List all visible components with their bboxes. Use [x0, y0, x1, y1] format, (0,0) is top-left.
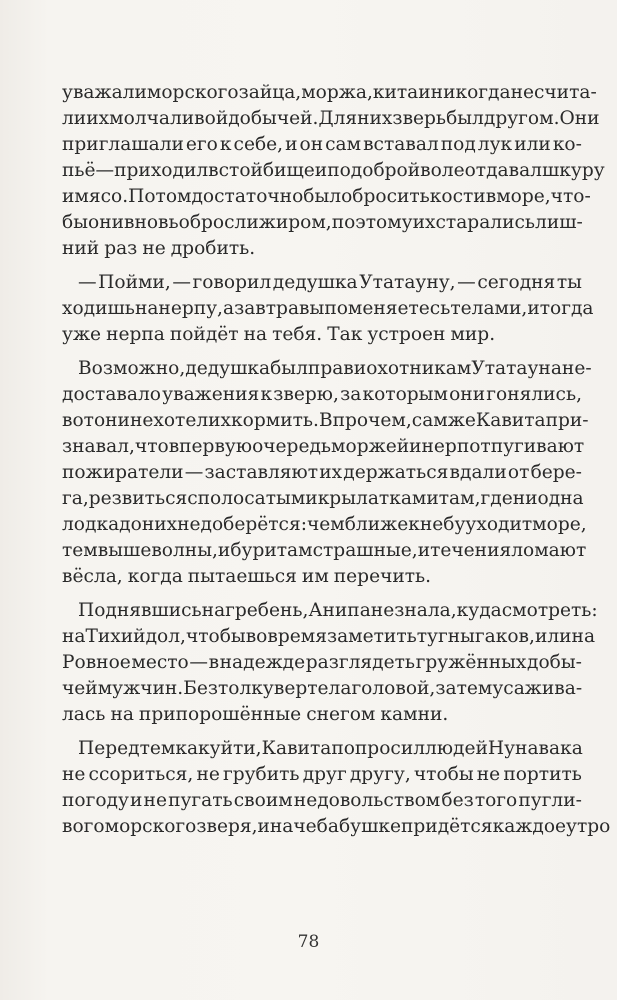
- word: вовремя: [245, 626, 327, 647]
- word: тем: [62, 540, 98, 561]
- word: лась: [62, 704, 106, 725]
- word: не-: [561, 358, 592, 379]
- text-line: [62, 486, 582, 512]
- text-line: [62, 788, 582, 814]
- word: Впрочем,: [318, 410, 412, 431]
- word: достаточно: [191, 186, 304, 207]
- word: Утатауну,: [359, 272, 456, 293]
- word: уходит: [465, 514, 533, 535]
- word: в: [168, 436, 180, 457]
- text-line: [62, 106, 600, 132]
- word: к: [408, 514, 420, 535]
- word: там: [276, 540, 313, 561]
- word: —: [78, 272, 97, 293]
- word: тем: [139, 738, 176, 759]
- word: зверя,: [196, 816, 258, 837]
- word: пытаешься: [187, 566, 297, 587]
- word: Тихий: [85, 626, 146, 647]
- word: нерп: [421, 436, 470, 457]
- word: ближе: [344, 514, 409, 535]
- word: мужчин.: [97, 678, 184, 699]
- word: хотел: [153, 410, 209, 431]
- word: ний: [62, 238, 100, 259]
- word: дедушка: [272, 272, 358, 293]
- word: к: [260, 384, 273, 405]
- word: себе,: [233, 134, 284, 155]
- word: одна: [537, 488, 584, 509]
- word: тебя.: [272, 324, 323, 345]
- word: дол,: [145, 626, 186, 647]
- word: пугать: [168, 790, 233, 811]
- word: как: [175, 738, 210, 759]
- word: в: [208, 160, 219, 181]
- page-text-body: [62, 80, 611, 840]
- word: бы: [62, 212, 88, 233]
- word: выше: [97, 540, 152, 561]
- word: —: [184, 462, 204, 483]
- word: на: [243, 324, 268, 345]
- word: прав: [307, 358, 354, 379]
- word: Перед: [78, 738, 140, 759]
- word: к: [219, 134, 232, 155]
- word: что-: [550, 186, 591, 207]
- word: море,: [532, 514, 587, 535]
- word: недовольством: [293, 790, 441, 811]
- word: вого: [62, 816, 105, 837]
- text-line: [62, 762, 582, 788]
- text-line: [62, 356, 592, 382]
- text-line: [62, 270, 582, 296]
- word: там,: [438, 488, 481, 509]
- word: кормить.: [231, 410, 319, 431]
- word: а: [222, 298, 235, 319]
- word: нерпа: [106, 324, 165, 345]
- word: знала,: [394, 600, 457, 621]
- word: приходил: [114, 160, 209, 181]
- text-line: [62, 210, 582, 236]
- word: моржей: [331, 436, 410, 457]
- word: их: [86, 108, 110, 129]
- word: доставало: [62, 384, 161, 405]
- word: чем: [306, 514, 345, 535]
- word: ни: [512, 488, 538, 509]
- word: пугли-: [518, 790, 582, 811]
- word: которым: [362, 384, 448, 405]
- word: был: [446, 108, 484, 129]
- word: жиром,: [258, 212, 332, 233]
- word: припорошённые: [138, 704, 302, 725]
- word: течения: [430, 540, 512, 561]
- word: сегодня: [477, 272, 556, 293]
- word: грубить: [222, 764, 300, 785]
- word: обросли: [178, 212, 259, 233]
- word: ко-: [552, 134, 582, 155]
- word: Потом: [128, 186, 192, 207]
- word: и: [130, 790, 143, 811]
- text-line: [62, 80, 597, 106]
- text-line: [62, 702, 582, 728]
- word: их: [319, 462, 343, 483]
- word: стойбище: [218, 160, 315, 181]
- word: где: [480, 488, 513, 509]
- word: бросить: [352, 186, 430, 207]
- word: резвиться: [88, 488, 188, 509]
- page-number: 78: [297, 932, 320, 952]
- word: он: [93, 410, 118, 431]
- word: или: [534, 626, 572, 647]
- word: зверь: [392, 108, 447, 129]
- word: говорил: [192, 272, 272, 293]
- text-line: [62, 538, 587, 564]
- word: не: [510, 82, 534, 103]
- word: дедушка: [185, 358, 271, 379]
- word: они: [449, 384, 486, 405]
- word: заметить: [326, 626, 417, 647]
- word: перечить.: [333, 566, 432, 587]
- word: Утатауна: [471, 358, 562, 379]
- word: куда: [456, 600, 502, 621]
- word: и: [62, 186, 75, 207]
- word: затем: [435, 678, 493, 699]
- word: на: [201, 600, 226, 621]
- word: ли: [62, 108, 87, 129]
- word: на: [62, 626, 86, 647]
- word: молчаливой: [109, 108, 229, 129]
- word: них: [141, 514, 178, 535]
- word: при-: [545, 410, 589, 431]
- word: каждое: [492, 816, 567, 837]
- text-line: [62, 158, 605, 184]
- word: вот: [62, 410, 94, 431]
- word: доберётся:: [200, 514, 307, 535]
- word: раз: [104, 238, 138, 259]
- word: добычей.: [228, 108, 319, 129]
- text-line: [62, 322, 582, 348]
- word: кита: [372, 82, 419, 103]
- word: мясо.: [74, 186, 129, 207]
- word: не: [62, 764, 86, 785]
- word: Кавита: [261, 738, 332, 759]
- text-line: [62, 512, 587, 538]
- word: не: [142, 238, 166, 259]
- word: уважали: [62, 82, 147, 103]
- word: первую: [179, 436, 253, 457]
- word: гружённых: [415, 652, 527, 673]
- word: Пойми,: [98, 272, 171, 293]
- word: или: [514, 134, 551, 155]
- word: га,: [62, 488, 89, 509]
- word: знавал,: [62, 436, 135, 457]
- word: не: [129, 410, 154, 431]
- word: добы-: [527, 652, 582, 673]
- word: другу,: [349, 764, 411, 785]
- word: ты: [556, 272, 582, 293]
- word: крылатками: [317, 488, 439, 509]
- word: ходишь: [62, 298, 135, 319]
- word: его: [185, 134, 218, 155]
- text-line: [62, 460, 582, 486]
- text-line: [62, 564, 582, 590]
- word: своим: [233, 790, 293, 811]
- word: чтобы: [185, 626, 246, 647]
- text-line: [62, 598, 598, 624]
- word: Кавита: [475, 410, 546, 431]
- word: смотреть:: [501, 600, 598, 621]
- text-line: [62, 132, 582, 158]
- word: чей: [62, 678, 98, 699]
- word: нерпу,: [158, 298, 223, 319]
- word: погоду: [62, 790, 129, 811]
- word: —: [95, 160, 115, 181]
- word: бабушке: [316, 816, 401, 837]
- word: кости: [429, 186, 486, 207]
- word: того: [474, 790, 518, 811]
- word: они: [88, 212, 124, 233]
- word: поменяетесь: [324, 298, 451, 319]
- word: вёсла,: [62, 566, 123, 587]
- word: шкуру: [542, 160, 605, 181]
- text-line: [62, 382, 582, 408]
- word: Ровное: [62, 652, 131, 673]
- word: Они: [559, 108, 600, 129]
- word: на: [571, 626, 596, 647]
- word: заставляют: [204, 462, 319, 483]
- word: и: [217, 540, 231, 561]
- word: головой,: [351, 678, 436, 699]
- word: зайца,: [238, 82, 302, 103]
- word: надежде: [219, 652, 306, 673]
- word: море,: [496, 186, 551, 207]
- text-line: [62, 736, 582, 762]
- word: и: [353, 358, 367, 379]
- word: пожиратели: [62, 462, 184, 483]
- text-line: [62, 434, 585, 460]
- word: очередь: [252, 436, 332, 457]
- word: попросил: [331, 738, 426, 759]
- word: дробить.: [170, 238, 256, 259]
- word: Для: [318, 108, 358, 129]
- word: в: [485, 186, 497, 207]
- word: пойдёт: [169, 324, 239, 345]
- text-line: [62, 184, 591, 210]
- text-line: [62, 650, 582, 676]
- word: уважения: [162, 384, 260, 405]
- word: отпугивают: [469, 436, 585, 457]
- text-line: [62, 236, 582, 262]
- word: разглядеть: [305, 652, 416, 673]
- word: —: [172, 272, 191, 293]
- word: за: [340, 384, 362, 405]
- word: Поднявшись: [78, 600, 202, 621]
- word: —: [457, 272, 476, 293]
- word: их: [412, 212, 436, 233]
- word: устроен: [367, 324, 446, 345]
- word: без: [441, 790, 474, 811]
- text-line: [62, 676, 582, 702]
- word: морского: [146, 82, 239, 103]
- word: не: [143, 790, 167, 811]
- word: иначе: [257, 816, 317, 837]
- word: утро: [566, 816, 611, 837]
- word: Так: [327, 324, 363, 345]
- word: он: [299, 134, 324, 155]
- word: ссориться,: [88, 764, 194, 785]
- word: зверю,: [273, 384, 339, 405]
- word: уже: [62, 324, 102, 345]
- word: уйти,: [209, 738, 262, 759]
- word: их: [208, 410, 232, 431]
- word: вы: [299, 298, 325, 319]
- word: отдавал: [464, 160, 542, 181]
- word: на: [134, 298, 159, 319]
- word: не: [177, 514, 201, 535]
- word: —: [189, 652, 208, 673]
- word: на: [110, 704, 134, 725]
- word: под: [440, 134, 476, 155]
- word: и: [117, 410, 130, 431]
- word: Возможно,: [78, 358, 186, 379]
- word: Нунавака: [487, 738, 583, 759]
- word: держаться: [343, 462, 449, 483]
- word: и: [527, 298, 540, 319]
- word: толку: [218, 678, 274, 699]
- word: сам: [325, 134, 362, 155]
- word: было: [303, 186, 353, 207]
- text-line: [62, 624, 596, 650]
- word: тогда: [539, 298, 594, 319]
- word: лиш-: [535, 212, 583, 233]
- word: был: [270, 358, 308, 379]
- word: полосатыми: [197, 488, 318, 509]
- word: камни.: [380, 704, 449, 725]
- word: лодка: [62, 514, 120, 535]
- word: что: [134, 436, 169, 457]
- word: пьё: [62, 160, 96, 181]
- text-line: [62, 408, 589, 434]
- word: моржа,: [301, 82, 373, 103]
- word: Без: [183, 678, 219, 699]
- word: не: [370, 600, 395, 621]
- word: страшные,: [312, 540, 418, 561]
- word: место: [131, 652, 189, 673]
- text-line: [62, 296, 594, 322]
- word: гонялись,: [486, 384, 582, 405]
- word: усажива-: [492, 678, 583, 699]
- word: же: [447, 410, 476, 431]
- word: по: [327, 160, 351, 181]
- word: снегом: [306, 704, 376, 725]
- word: охотникам: [366, 358, 472, 379]
- word: и: [314, 160, 328, 181]
- word: вдали: [449, 462, 507, 483]
- word: телами,: [450, 298, 528, 319]
- word: вставал: [363, 134, 439, 155]
- word: чтобы: [413, 764, 474, 785]
- word: до: [119, 514, 142, 535]
- word: гребень,: [225, 600, 309, 621]
- word: вновь: [123, 212, 179, 233]
- word: от: [507, 462, 530, 483]
- word: поэтому: [331, 212, 413, 233]
- word: не: [196, 764, 220, 785]
- word: придётся: [401, 816, 493, 837]
- word: завтра: [234, 298, 300, 319]
- word: морского: [104, 816, 197, 837]
- word: ломают: [511, 540, 587, 561]
- word: людей: [425, 738, 488, 759]
- word: и: [285, 134, 298, 155]
- word: бури: [230, 540, 277, 561]
- word: Анипа: [308, 600, 371, 621]
- text-line: [62, 814, 611, 840]
- word: и: [418, 82, 431, 103]
- word: счита-: [533, 82, 597, 103]
- word: не: [476, 764, 501, 785]
- word: небу: [419, 514, 466, 535]
- word: приглашали: [62, 134, 184, 155]
- word: старались: [435, 212, 536, 233]
- word: воле: [420, 160, 465, 181]
- word: сам: [411, 410, 448, 431]
- word: в: [208, 652, 220, 673]
- word: вертела: [273, 678, 352, 699]
- word: них: [357, 108, 393, 129]
- word: и: [409, 436, 422, 457]
- word: с: [187, 488, 198, 509]
- word: доброй: [350, 160, 421, 181]
- word: когда: [127, 566, 183, 587]
- word: друг: [302, 764, 347, 785]
- word: другом.: [483, 108, 560, 129]
- word: никогда: [430, 82, 511, 103]
- word: бере-: [530, 462, 582, 483]
- word: и: [417, 540, 431, 561]
- word: тугныгаков,: [416, 626, 535, 647]
- word: волны,: [151, 540, 218, 561]
- word: лук: [477, 134, 513, 155]
- word: им: [301, 566, 329, 587]
- word: портить: [503, 764, 582, 785]
- word: мир.: [450, 324, 496, 345]
